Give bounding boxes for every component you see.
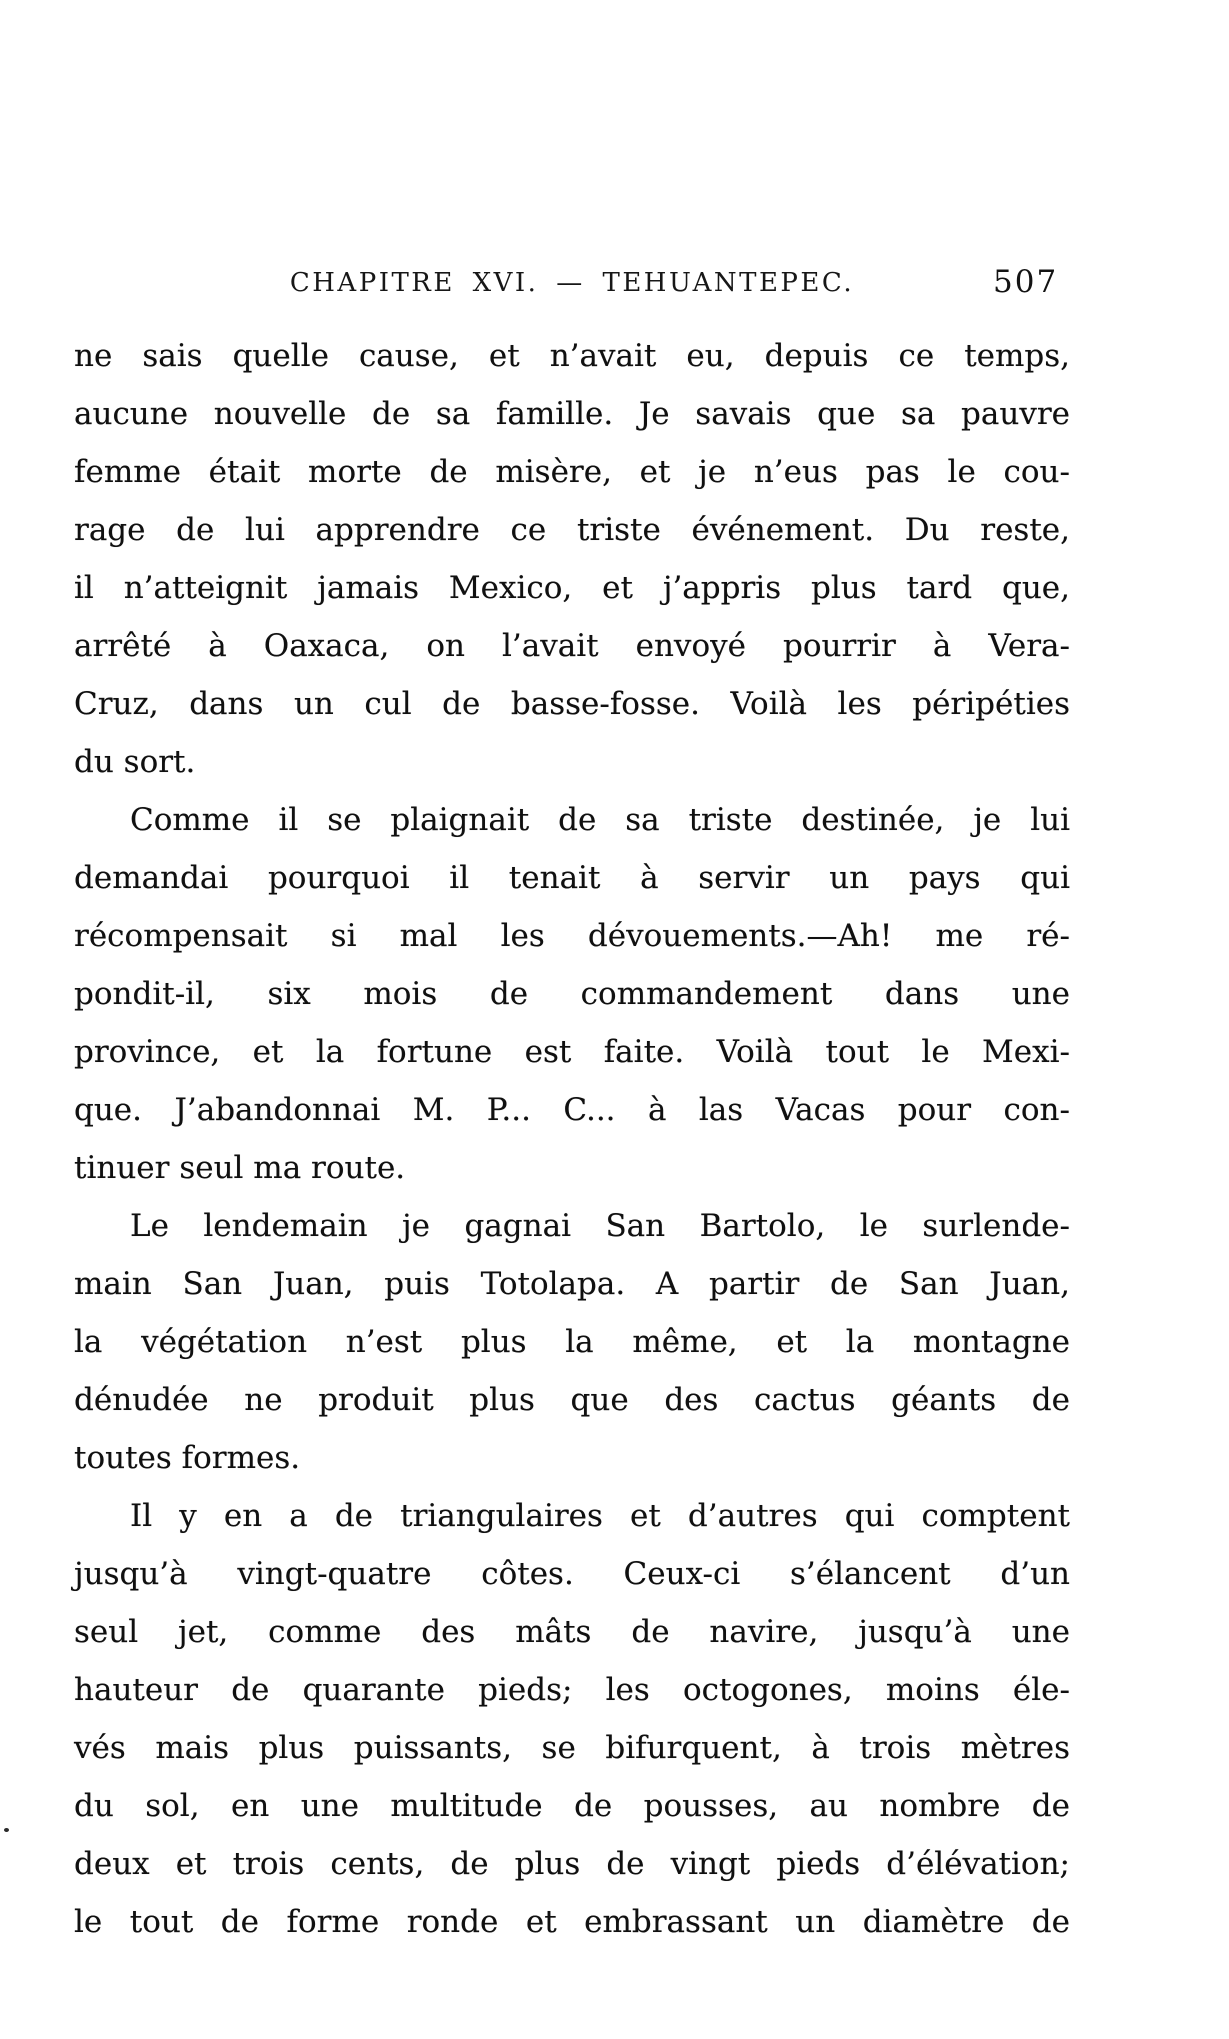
running-header (74, 264, 1070, 304)
text-line: pondit-il, six mois de commandement dans une (74, 976, 1070, 1012)
scan-speck-artifact (4, 1828, 9, 1832)
text-line: femme était morte de misère, et je n’eus pas le cou- (74, 454, 1070, 490)
text-line: du sort. (74, 744, 196, 780)
text-line: arrêté à Oaxaca, on l’avait envoyé pourrir à Vera- (74, 628, 1070, 664)
page-body-text (74, 327, 1070, 1951)
text-line: seul jet, comme des mâts de navire, jusqu’à une (74, 1614, 1070, 1650)
text-line: province, et la fortune est faite. Voilà tout le Mexi- (74, 1034, 1070, 1070)
text-line: hauteur de quarante pieds; les octogones, moins éle- (74, 1672, 1070, 1708)
text-line: jusqu’à vingt-quatre côtes. Ceux-ci s’élancent d’un (74, 1556, 1070, 1592)
text-line: récompensait si mal les dévouements.—Ah! me ré- (74, 918, 1070, 954)
text-line: que. J’abandonnai M. P... C... à las Vacas pour con- (74, 1092, 1070, 1128)
text-line: il n’atteignit jamais Mexico, et j’appris plus tard que, (74, 570, 1070, 606)
text-line: ne sais quelle cause, et n’avait eu, depuis ce temps, (74, 338, 1070, 374)
text-line: vés mais plus puissants, se bifurquent, à trois mètres (74, 1730, 1070, 1766)
text-line: Comme il se plaignait de sa triste destinée, je lui (130, 802, 1070, 838)
text-line: demandai pourquoi il tenait à servir un pays qui (74, 860, 1070, 896)
text-line: deux et trois cents, de plus de vingt pieds d’élévation; (74, 1846, 1070, 1882)
text-line: Il y en a de triangulaires et d’autres qui comptent (130, 1498, 1070, 1534)
text-line: Le lendemain je gagnai San Bartolo, le surlende- (130, 1208, 1070, 1244)
chapter-header: CHAPITRE XVI. — TEHUANTEPEC. (289, 268, 855, 298)
text-line: main San Juan, puis Totolapa. A partir de San Juan, (74, 1266, 1070, 1302)
text-line: du sol, en une multitude de pousses, au nombre de (74, 1788, 1070, 1824)
text-line: le tout de forme ronde et embrassant un diamètre de (74, 1904, 1070, 1940)
text-line: la végétation n’est plus la même, et la montagne (74, 1324, 1070, 1360)
text-line: toutes formes. (74, 1440, 301, 1476)
text-line: dénudée ne produit plus que des cactus géants de (74, 1382, 1070, 1418)
text-line: rage de lui apprendre ce triste événement. Du reste, (74, 512, 1070, 548)
text-line: aucune nouvelle de sa famille. Je savais que sa pauvre (74, 396, 1070, 432)
page-number: 507 (993, 264, 1059, 300)
text-line: tinuer seul ma route. (74, 1150, 406, 1186)
text-line: Cruz, dans un cul de basse-fosse. Voilà les péripéties (74, 686, 1070, 722)
